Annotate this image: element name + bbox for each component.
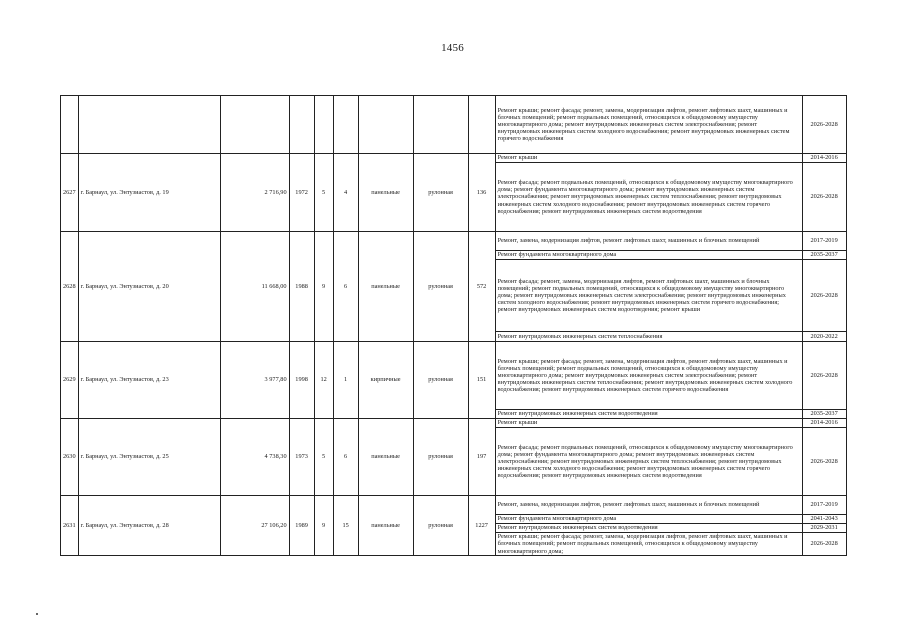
residents-count bbox=[468, 96, 495, 154]
repair-works: Ремонт крыши bbox=[495, 154, 802, 163]
building-area bbox=[220, 96, 289, 154]
residents-count: 1227 bbox=[468, 496, 495, 556]
building-year bbox=[289, 96, 314, 154]
table-row bbox=[61, 342, 847, 410]
repair-period: 2014-2016 bbox=[802, 154, 846, 163]
repair-works: Ремонт фасада; ремонт, замена, модернизация лифтов, ремонт лифтовых шахт, машинных и блочных помещений; ремонт подвальных помещений, относящихся к общедомовому имуществу многоквартирного дома; ремонт внутридомовых инженерных систем электроснабжения; ремонт внутридомовых инженерных систем холодного водоснабжения; ремонт внутридомовых инженерных систем горячего водоснабжения; ремонт внутридомовых инженерных систем водоотведения; ремонт крыши bbox=[495, 260, 802, 332]
roof-type: рулонная bbox=[413, 419, 468, 496]
building-address bbox=[78, 96, 220, 154]
repair-period: 2026-2028 bbox=[802, 96, 846, 154]
table-row bbox=[61, 419, 847, 428]
repair-period: 2026-2028 bbox=[802, 428, 846, 496]
building-entrances: 4 bbox=[333, 154, 358, 232]
repair-period: 2026-2028 bbox=[802, 533, 846, 556]
repair-works: Ремонт крыши; ремонт фасада; ремонт, замена, модернизация лифтов, ремонт лифтовых шахт, машинных и блочных помещений; ремонт подвальных помещений, относящихся к общедомовому имуществу многоквартирного дома; bbox=[495, 533, 802, 556]
roof-type: рулонная bbox=[413, 232, 468, 342]
building-number: 2631 bbox=[61, 496, 79, 556]
wall-material bbox=[358, 96, 413, 154]
repair-period: 2035-2037 bbox=[802, 251, 846, 260]
repair-period: 2017-2019 bbox=[802, 496, 846, 515]
repair-works: Ремонт фасада; ремонт подвальных помещений, относящихся к общедомовому имуществу многоквартирного дома; ремонт фундамента многоквартирного дома; ремонт внутридомовых инженерных систем электроснабжения; ремонт внутридомовых инженерных систем теплоснабжения; ремонт внутридомовых инженерных систем холодного водоснабжения; ремонт внутридомовых инженерных систем горячего водоснабжения; ремонт внутридомовых инженерных систем водоотведения bbox=[495, 428, 802, 496]
wall-material: панельные bbox=[358, 232, 413, 342]
building-year: 1988 bbox=[289, 232, 314, 342]
building-floors: 5 bbox=[314, 419, 333, 496]
building-floors: 9 bbox=[314, 232, 333, 342]
repair-schedule-table bbox=[60, 95, 847, 556]
building-year: 1972 bbox=[289, 154, 314, 232]
repair-works: Ремонт крыши; ремонт фасада; ремонт, замена, модернизация лифтов, ремонт лифтовых шахт, машинных и блочных помещений; ремонт подвальных помещений, относящихся к общедомовому имуществу многоквартирного дома; ремонт внутридомовых инженерных систем электроснабжения; ремонт внутридомовых инженерных систем холодного водоснабжения; ремонт внутридомовых инженерных систем горячего водоснабжения bbox=[495, 96, 802, 154]
building-area: 4 738,30 bbox=[220, 419, 289, 496]
repair-period: 2041-2043 bbox=[802, 515, 846, 524]
repair-works: Ремонт крыши bbox=[495, 419, 802, 428]
building-floors: 9 bbox=[314, 496, 333, 556]
repair-period: 2029-2031 bbox=[802, 524, 846, 533]
building-number: 2627 bbox=[61, 154, 79, 232]
repair-period: 2035-2037 bbox=[802, 410, 846, 419]
building-entrances: 6 bbox=[333, 232, 358, 342]
scan-speck bbox=[36, 613, 38, 615]
repair-period: 2026-2028 bbox=[802, 342, 846, 410]
repair-works: Ремонт фасада; ремонт подвальных помещений, относящихся к общедомовому имуществу многоквартирного дома; ремонт фундамента многоквартирного дома; ремонт внутридомовых инженерных систем электроснабжения; ремонт внутридомовых инженерных систем теплоснабжения; ремонт внутридомовых инженерных систем холодного водоснабжения; ремонт внутридомовых инженерных систем горячего водоснабжения; ремонт внутридомовых инженерных систем водоотведения bbox=[495, 163, 802, 232]
building-floors: 5 bbox=[314, 154, 333, 232]
building-floors bbox=[314, 96, 333, 154]
repair-works: Ремонт, замена, модернизация лифтов, ремонт лифтовых шахт, машинных и блочных помещений bbox=[495, 496, 802, 515]
building-address: г. Барнаул, ул. Энтузиастов, д. 28 bbox=[78, 496, 220, 556]
residents-count: 572 bbox=[468, 232, 495, 342]
repair-works: Ремонт крыши; ремонт фасада; ремонт, замена, модернизация лифтов, ремонт лифтовых шахт, машинных и блочных помещений; ремонт подвальных помещений, относящихся к общедомовому имуществу многоквартирного дома; ремонт внутридомовых инженерных систем электроснабжения; ремонт внутридомовых инженерных систем теплоснабжения; ремонт внутридомовых инженерных систем холодного водоснабжения; ремонт внутридомовых инженерных систем горячего водоснабжения bbox=[495, 342, 802, 410]
building-address: г. Барнаул, ул. Энтузиастов, д. 25 bbox=[78, 419, 220, 496]
repair-works: Ремонт внутридомовых инженерных систем теплоснабжения bbox=[495, 332, 802, 342]
table-body bbox=[61, 96, 847, 556]
table-row bbox=[61, 96, 847, 154]
repair-works: Ремонт фундамента многоквартирного дома bbox=[495, 251, 802, 260]
building-entrances: 6 bbox=[333, 419, 358, 496]
wall-material: панельные bbox=[358, 496, 413, 556]
repair-period: 2014-2016 bbox=[802, 419, 846, 428]
building-entrances bbox=[333, 96, 358, 154]
building-address: г. Барнаул, ул. Энтузиастов, д. 20 bbox=[78, 232, 220, 342]
table-row bbox=[61, 496, 847, 515]
table-row bbox=[61, 232, 847, 251]
table-row bbox=[61, 154, 847, 163]
building-number: 2628 bbox=[61, 232, 79, 342]
roof-type bbox=[413, 96, 468, 154]
repair-period: 2026-2028 bbox=[802, 163, 846, 232]
building-address: г. Барнаул, ул. Энтузиастов, д. 23 bbox=[78, 342, 220, 419]
repair-period: 2020-2022 bbox=[802, 332, 846, 342]
building-entrances: 1 bbox=[333, 342, 358, 419]
roof-type: рулонная bbox=[413, 154, 468, 232]
building-area: 27 106,20 bbox=[220, 496, 289, 556]
roof-type: рулонная bbox=[413, 496, 468, 556]
wall-material: панельные bbox=[358, 419, 413, 496]
residents-count: 136 bbox=[468, 154, 495, 232]
building-number: 2629 bbox=[61, 342, 79, 419]
repair-works: Ремонт, замена, модернизация лифтов, ремонт лифтовых шахт, машинных и блочных помещений bbox=[495, 232, 802, 251]
wall-material: кирпичные bbox=[358, 342, 413, 419]
repair-works: Ремонт фундамента многоквартирного дома bbox=[495, 515, 802, 524]
building-year: 1973 bbox=[289, 419, 314, 496]
building-area: 3 977,80 bbox=[220, 342, 289, 419]
building-address: г. Барнаул, ул. Энтузиастов, д. 19 bbox=[78, 154, 220, 232]
repair-period: 2026-2028 bbox=[802, 260, 846, 332]
repair-works: Ремонт внутридомовых инженерных систем водоотведения bbox=[495, 410, 802, 419]
residents-count: 197 bbox=[468, 419, 495, 496]
page-number: 1456 bbox=[441, 42, 464, 54]
building-number bbox=[61, 96, 79, 154]
residents-count: 151 bbox=[468, 342, 495, 419]
building-area: 2 716,90 bbox=[220, 154, 289, 232]
wall-material: панельные bbox=[358, 154, 413, 232]
building-number: 2630 bbox=[61, 419, 79, 496]
building-year: 1998 bbox=[289, 342, 314, 419]
building-year: 1989 bbox=[289, 496, 314, 556]
repair-period: 2017-2019 bbox=[802, 232, 846, 251]
building-area: 11 668,00 bbox=[220, 232, 289, 342]
repair-works: Ремонт внутридомовых инженерных систем водоотведения bbox=[495, 524, 802, 533]
roof-type: рулонная bbox=[413, 342, 468, 419]
building-floors: 12 bbox=[314, 342, 333, 419]
building-entrances: 15 bbox=[333, 496, 358, 556]
